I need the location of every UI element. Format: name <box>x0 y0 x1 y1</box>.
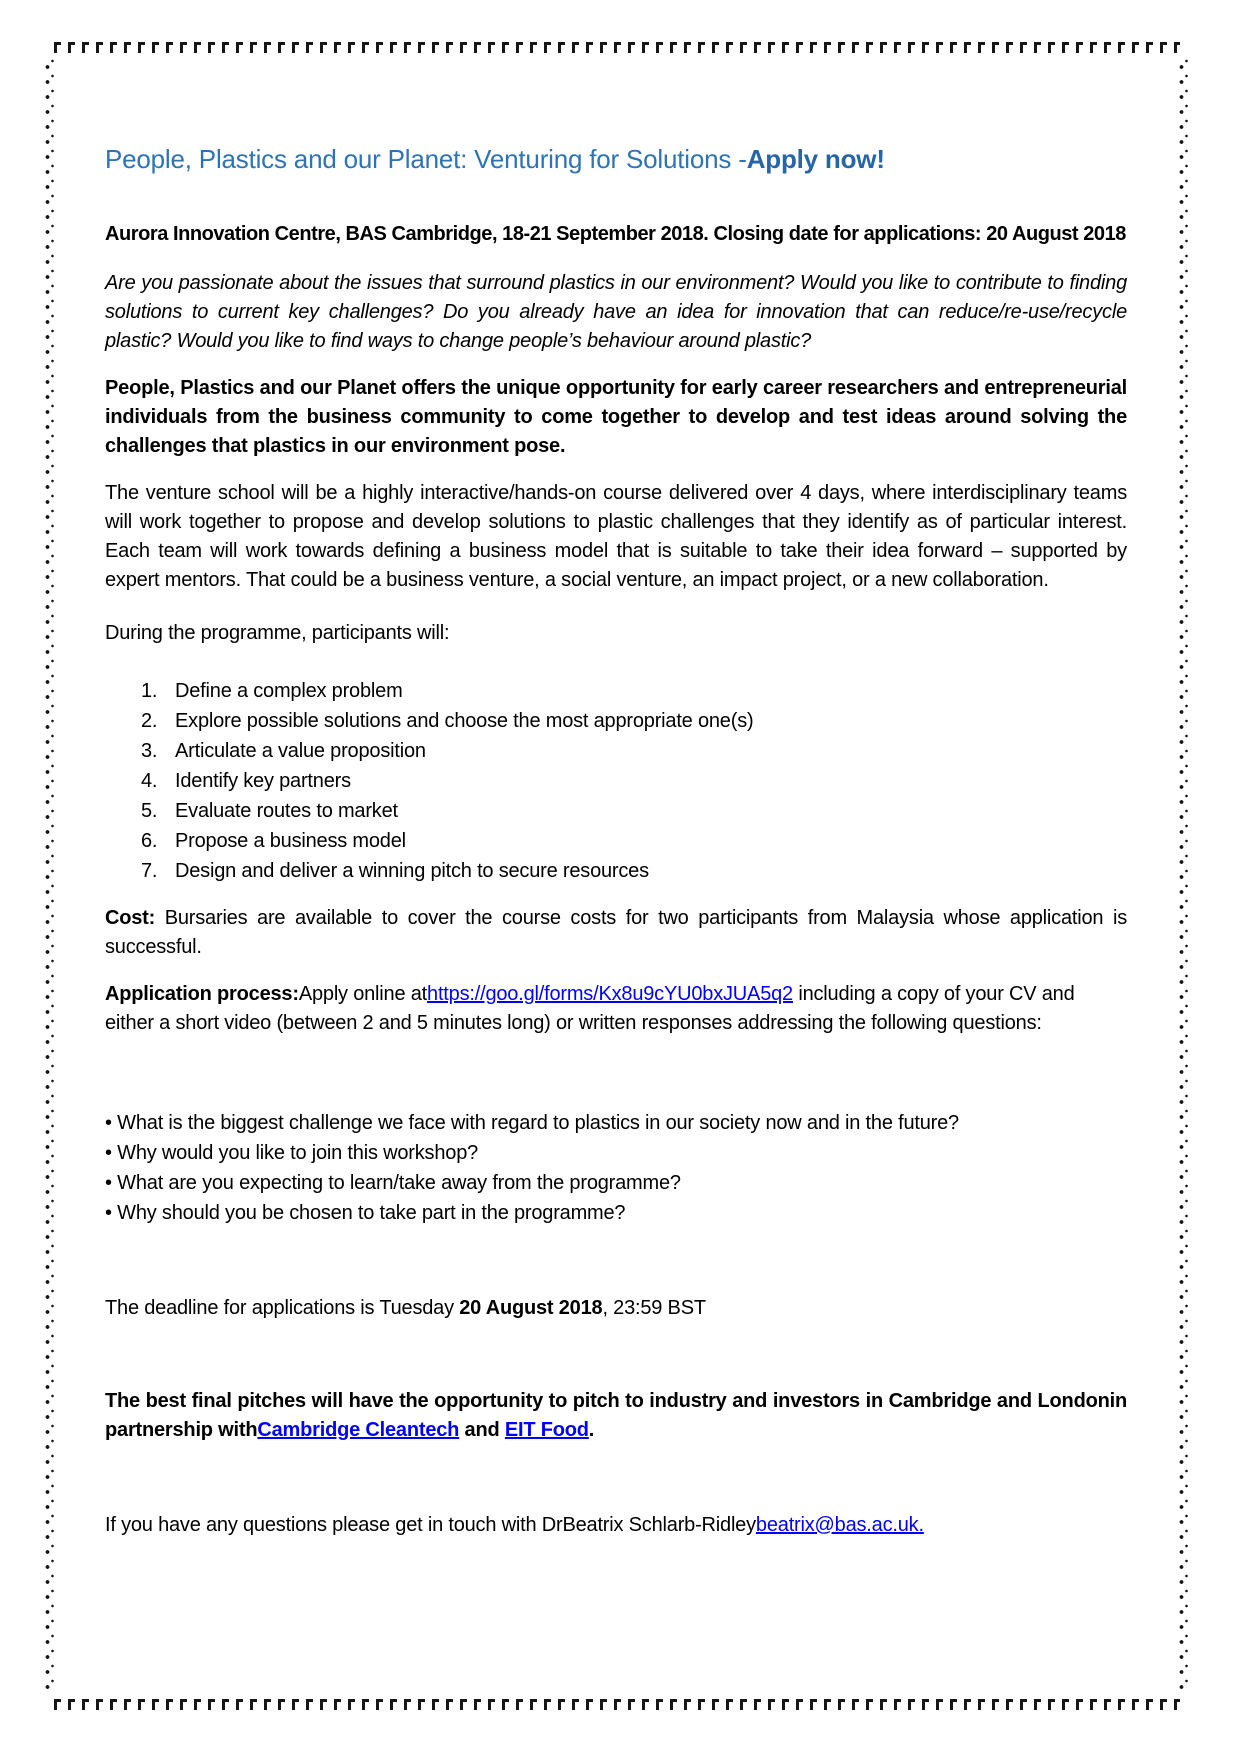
list-item-1 <box>105 676 1127 706</box>
list-item-6 <box>105 826 1127 856</box>
contact-email-link[interactable]: beatrix@bas.ac.uk. <box>755 1514 924 1536</box>
list-item-2 <box>105 706 1127 736</box>
application-post-link-text: including a copy of your CV and either a short video (between 2 and 5 minutes long) or written responses addressing the following questions: <box>105 983 1075 1034</box>
contact-pre-text: If you have any questions please get in touch with DrBeatrix Schlarb-Ridley <box>105 1514 756 1536</box>
list-number: 4. <box>141 770 158 792</box>
page-title-apply-now: Apply now! <box>746 144 885 174</box>
eit-food-link[interactable]: EIT Food <box>504 1419 589 1441</box>
bullet-glyph: • <box>105 1172 112 1194</box>
question-text: Why should you be chosen to take part in the programme? <box>117 1202 626 1224</box>
question-text: What are you expecting to learn/take away from the programme? <box>117 1172 681 1194</box>
list-item-text: Articulate a value proposition <box>175 740 426 762</box>
deadline-pre-text: The deadline for applications is Tuesday <box>105 1297 460 1319</box>
list-number: 7. <box>141 860 158 882</box>
event-details-heading: Aurora Innovation Centre, BAS Cambridge, 18-21 September 2018. Closing date for applications: 20 August 2018 <box>105 223 1126 245</box>
list-number: 1. <box>141 680 158 702</box>
deadline-paragraph <box>105 1294 1127 1323</box>
question-text: What is the biggest challenge we face with regard to plastics in our society now and in the future? <box>117 1112 959 1134</box>
cambridge-cleantech-link[interactable]: Cambridge Cleantech <box>257 1419 460 1441</box>
list-item-text: Propose a business model <box>175 830 406 852</box>
programme-steps-list <box>105 676 1127 886</box>
application-form-link[interactable]: https://goo.gl/forms/Kx8u9cYU0bxJUA5q2 <box>427 983 793 1005</box>
deadline-post-text: , 23:59 BST <box>602 1297 706 1319</box>
pitches-post-text: . <box>588 1419 595 1441</box>
question-item-4 <box>105 1198 1127 1228</box>
page-title-regular: People, Plastics and our Planet: Venturing for Solutions - <box>105 144 747 174</box>
question-text: Why would you like to join this workshop? <box>117 1142 479 1164</box>
programme-intro: During the programme, participants will: <box>105 622 450 644</box>
application-pre-link-text: Apply online at <box>298 983 428 1005</box>
decorative-border-bottom <box>54 1699 1180 1710</box>
list-item-7 <box>105 856 1127 886</box>
question-item-2 <box>105 1138 1127 1168</box>
list-number: 3. <box>141 740 158 762</box>
list-item-4 <box>105 766 1127 796</box>
question-item-1 <box>105 1108 1127 1138</box>
pitches-pre-text: The best final pitches will have the opportunity to pitch to industry and investors in Cambridge and Londonin partnership with <box>105 1390 1127 1441</box>
decorative-border-left <box>45 58 55 1692</box>
question-item-3 <box>105 1168 1127 1198</box>
contact-paragraph <box>105 1511 1127 1540</box>
document-content <box>105 140 1127 1558</box>
list-item-text: Design and deliver a winning pitch to secure resources <box>175 860 649 882</box>
venture-school-paragraph: The venture school will be a highly interactive/hands-on course delivered over 4 days, where interdisciplinary teams will work together to propose and develop solutions to plastic challenges that they identify as of particular interest. Each team will work towards defining a business model that is suitable to take their idea forward – supported by expert mentors. That could be a business venture, a social venture, an impact project, or a new collaboration. <box>105 482 1127 591</box>
list-number: 6. <box>141 830 158 852</box>
bullet-glyph: • <box>105 1112 112 1134</box>
list-item-3 <box>105 736 1127 766</box>
intro-paragraph: Are you passionate about the issues that surround plastics in our environment? Would you like to contribute to finding solutions to current key challenges? Do you already have an idea for innovation that can reduce/re-use/recycle plastic? Would you like to find ways to change people’s behaviour around plastic? <box>105 272 1127 352</box>
application-process-label: Application process: <box>105 983 299 1005</box>
list-item-text: Evaluate routes to market <box>175 800 398 822</box>
questions-list <box>105 1108 1127 1228</box>
page-title <box>105 140 1127 178</box>
list-item-text: Define a complex problem <box>175 680 403 702</box>
cost-label: Cost: <box>105 907 156 929</box>
list-item-text: Identify key partners <box>175 770 351 792</box>
pitches-paragraph <box>105 1387 1127 1445</box>
deadline-date: 20 August 2018 <box>459 1297 603 1319</box>
list-number: 5. <box>141 800 158 822</box>
pitches-mid-text: and <box>459 1419 505 1441</box>
decorative-border-top <box>54 42 1180 53</box>
list-item-text: Explore possible solutions and choose the most appropriate one(s) <box>175 710 754 732</box>
bullet-glyph: • <box>105 1142 112 1164</box>
bullet-glyph: • <box>105 1202 112 1224</box>
decorative-border-right <box>1179 58 1189 1692</box>
cost-paragraph <box>105 904 1127 962</box>
application-process-paragraph <box>105 980 1127 1038</box>
opportunity-paragraph: People, Plastics and our Planet offers the unique opportunity for early career researchers and entrepreneurial individuals from the business community to come together to develop and test ideas around solving the challenges that plastics in our environment pose. <box>105 377 1127 457</box>
list-item-5 <box>105 796 1127 826</box>
list-number: 2. <box>141 710 158 732</box>
cost-text: Bursaries are available to cover the course costs for two participants from Malaysia whose application is successful. <box>105 907 1127 958</box>
